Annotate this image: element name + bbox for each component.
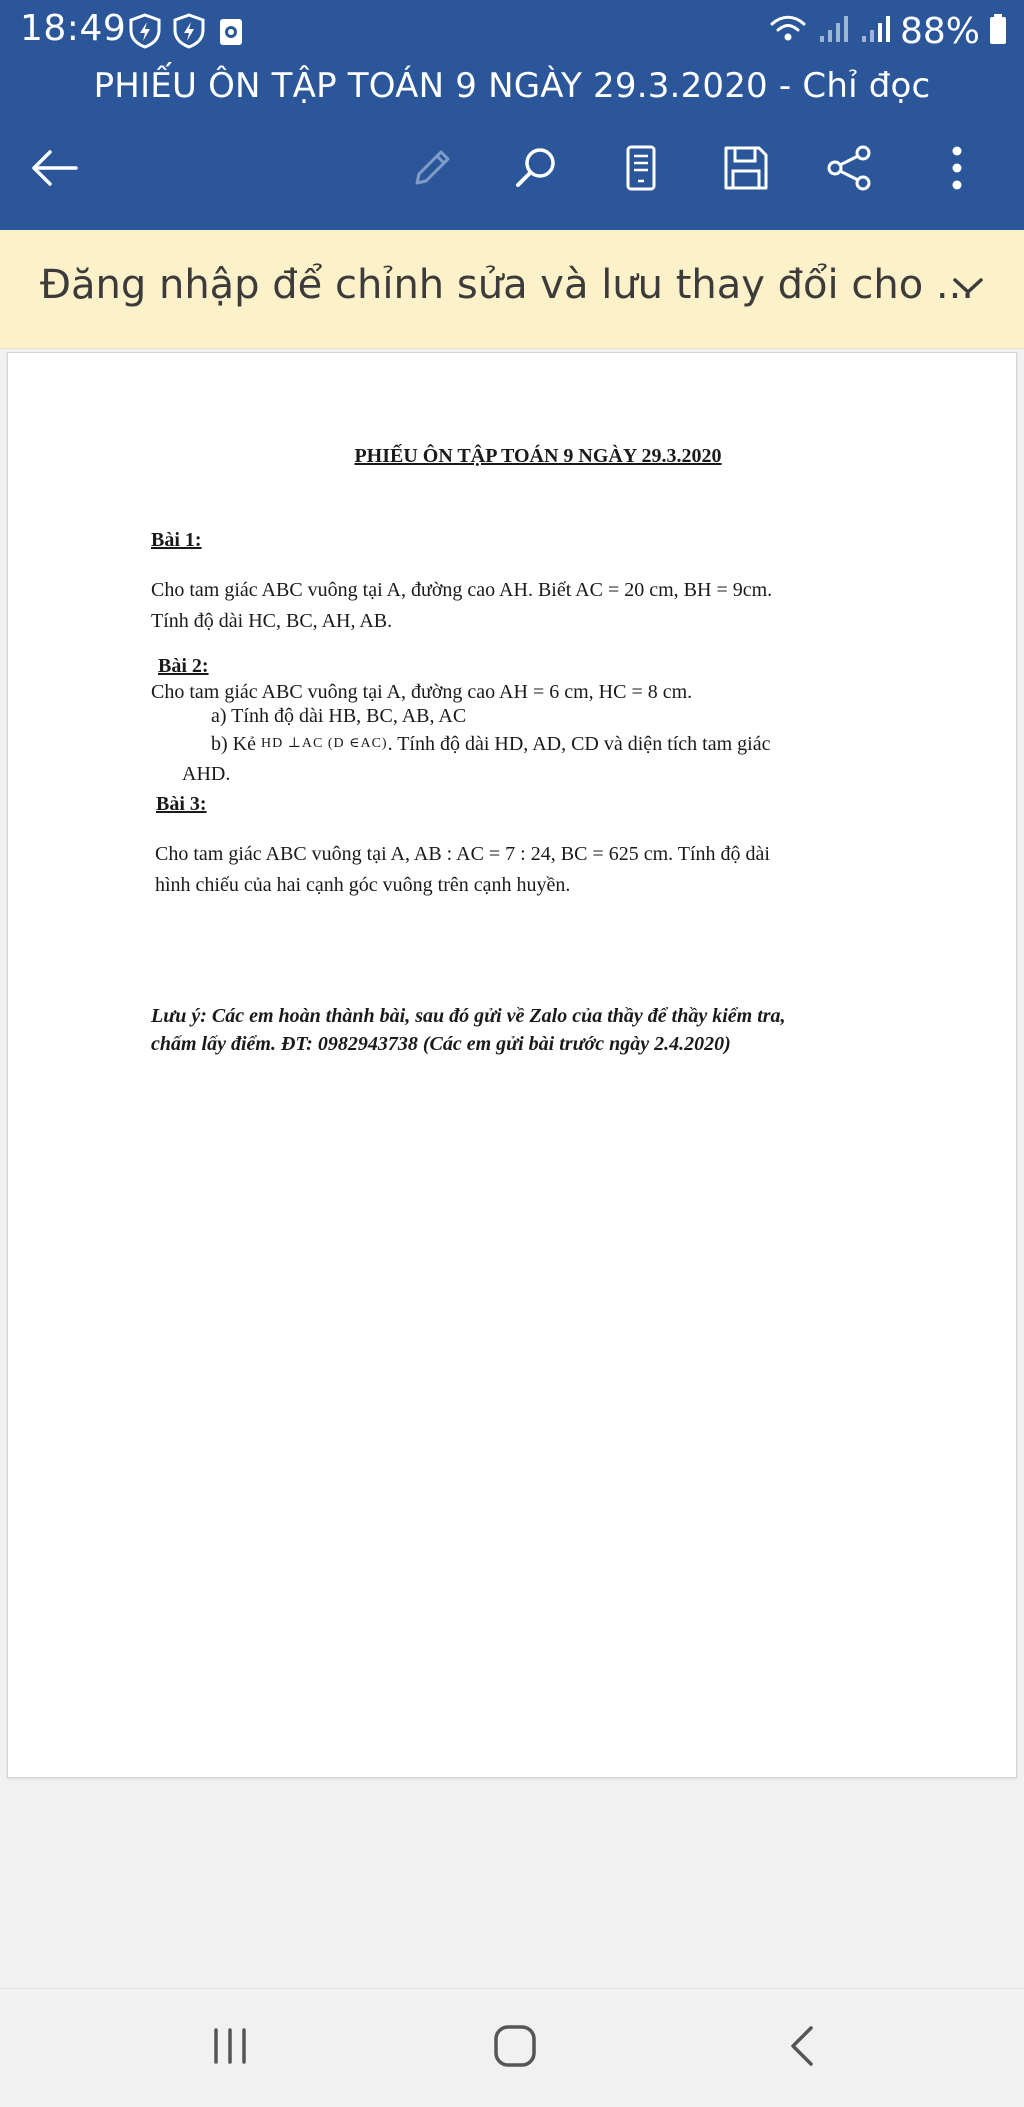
bai2-item-a: a) Tính độ dài HB, BC, AB, AC bbox=[211, 705, 467, 727]
recent-apps-icon bbox=[208, 2024, 252, 2072]
back-icon bbox=[785, 2024, 819, 2072]
save-icon bbox=[721, 143, 771, 197]
status-bar bbox=[0, 0, 1024, 62]
system-back-button[interactable] bbox=[762, 2013, 842, 2083]
share-button[interactable] bbox=[818, 138, 882, 202]
back-button[interactable] bbox=[22, 138, 86, 202]
chevron-down-icon bbox=[951, 275, 985, 301]
shield-icon bbox=[172, 13, 206, 49]
reading-view-button[interactable] bbox=[609, 138, 673, 202]
battery-icon bbox=[988, 12, 1008, 50]
search-icon bbox=[511, 143, 561, 197]
document-title: PHIẾU ÔN TẬP TOÁN 9 NGÀY 29.3.2020 - Chỉ đọc bbox=[93, 66, 931, 106]
signal-icon bbox=[858, 12, 892, 50]
wifi-icon bbox=[768, 12, 808, 50]
recent-apps-button[interactable] bbox=[190, 2013, 270, 2083]
back-arrow-icon bbox=[28, 148, 80, 192]
status-left-icons bbox=[128, 13, 246, 49]
bai3-label: Bài 3: bbox=[156, 793, 207, 815]
sign-in-message[interactable]: Đăng nhập để chỉnh sửa và lưu thay đổi cho ... bbox=[40, 262, 975, 308]
save-button[interactable] bbox=[714, 138, 778, 202]
bai2-item-b bbox=[211, 733, 770, 756]
search-button[interactable] bbox=[504, 138, 568, 202]
document-heading: PHIẾU ÔN TẬP TOÁN 9 NGÀY 29.3.2020 bbox=[354, 445, 722, 467]
bai2-item-b-line-2: AHD. bbox=[182, 763, 231, 785]
reading-view-icon bbox=[621, 143, 661, 197]
bai2-item-b-start: b) Kẻ bbox=[211, 733, 256, 755]
bai1-label: Bài 1: bbox=[151, 529, 202, 551]
note-line-2: chấm lấy điểm. ĐT: 0982943738 (Các em gửi bài trước ngày 2.4.2020) bbox=[151, 1033, 731, 1055]
bai3-line-2: hình chiếu của hai cạnh góc vuông trên cạnh huyền. bbox=[155, 874, 571, 896]
home-button[interactable] bbox=[475, 2013, 555, 2083]
bai1-line-2: Tính độ dài HC, BC, AH, AB. bbox=[151, 610, 393, 632]
bai3-line-1: Cho tam giác ABC vuông tại A, AB : AC = 7 : 24, BC = 625 cm. Tính độ dài bbox=[155, 843, 770, 865]
document-content bbox=[8, 353, 1016, 1777]
pencil-icon bbox=[407, 143, 457, 197]
document-page[interactable] bbox=[7, 352, 1017, 1778]
app-bar bbox=[0, 0, 1024, 230]
bai1-line-1: Cho tam giác ABC vuông tại A, đường cao AH. Biết AC = 20 cm, BH = 9cm. bbox=[151, 579, 773, 601]
bai2-item-b-formula: HD ⊥AC (D ∈AC) bbox=[260, 736, 388, 751]
shield-icon bbox=[128, 13, 162, 49]
share-icon bbox=[825, 143, 875, 197]
note-line-1: Lưu ý: Các em hoàn thành bài, sau đó gửi về Zalo của thầy để thầy kiểm tra, bbox=[151, 1005, 786, 1027]
status-right-area bbox=[768, 8, 1008, 54]
edit-button[interactable] bbox=[400, 138, 464, 202]
bai2-item-b-end: . Tính độ dài HD, AD, CD và diện tích tam giác bbox=[387, 733, 771, 755]
status-time: 18:49 bbox=[20, 8, 127, 49]
navigation-bar bbox=[0, 1988, 1024, 2107]
toolbar bbox=[0, 130, 1024, 210]
bai2-label: Bài 2: bbox=[158, 655, 209, 677]
home-icon bbox=[492, 2023, 538, 2073]
more-options-icon bbox=[947, 143, 967, 197]
battery-percent: 88% bbox=[899, 10, 980, 52]
sd-card-icon bbox=[216, 13, 246, 49]
more-options-button[interactable] bbox=[925, 138, 989, 202]
signal-icon bbox=[816, 12, 850, 50]
expand-banner-button[interactable] bbox=[940, 260, 996, 316]
sign-in-banner[interactable] bbox=[0, 230, 1024, 349]
bai2-line-1: Cho tam giác ABC vuông tại A, đường cao AH = 6 cm, HC = 8 cm. bbox=[151, 681, 693, 703]
